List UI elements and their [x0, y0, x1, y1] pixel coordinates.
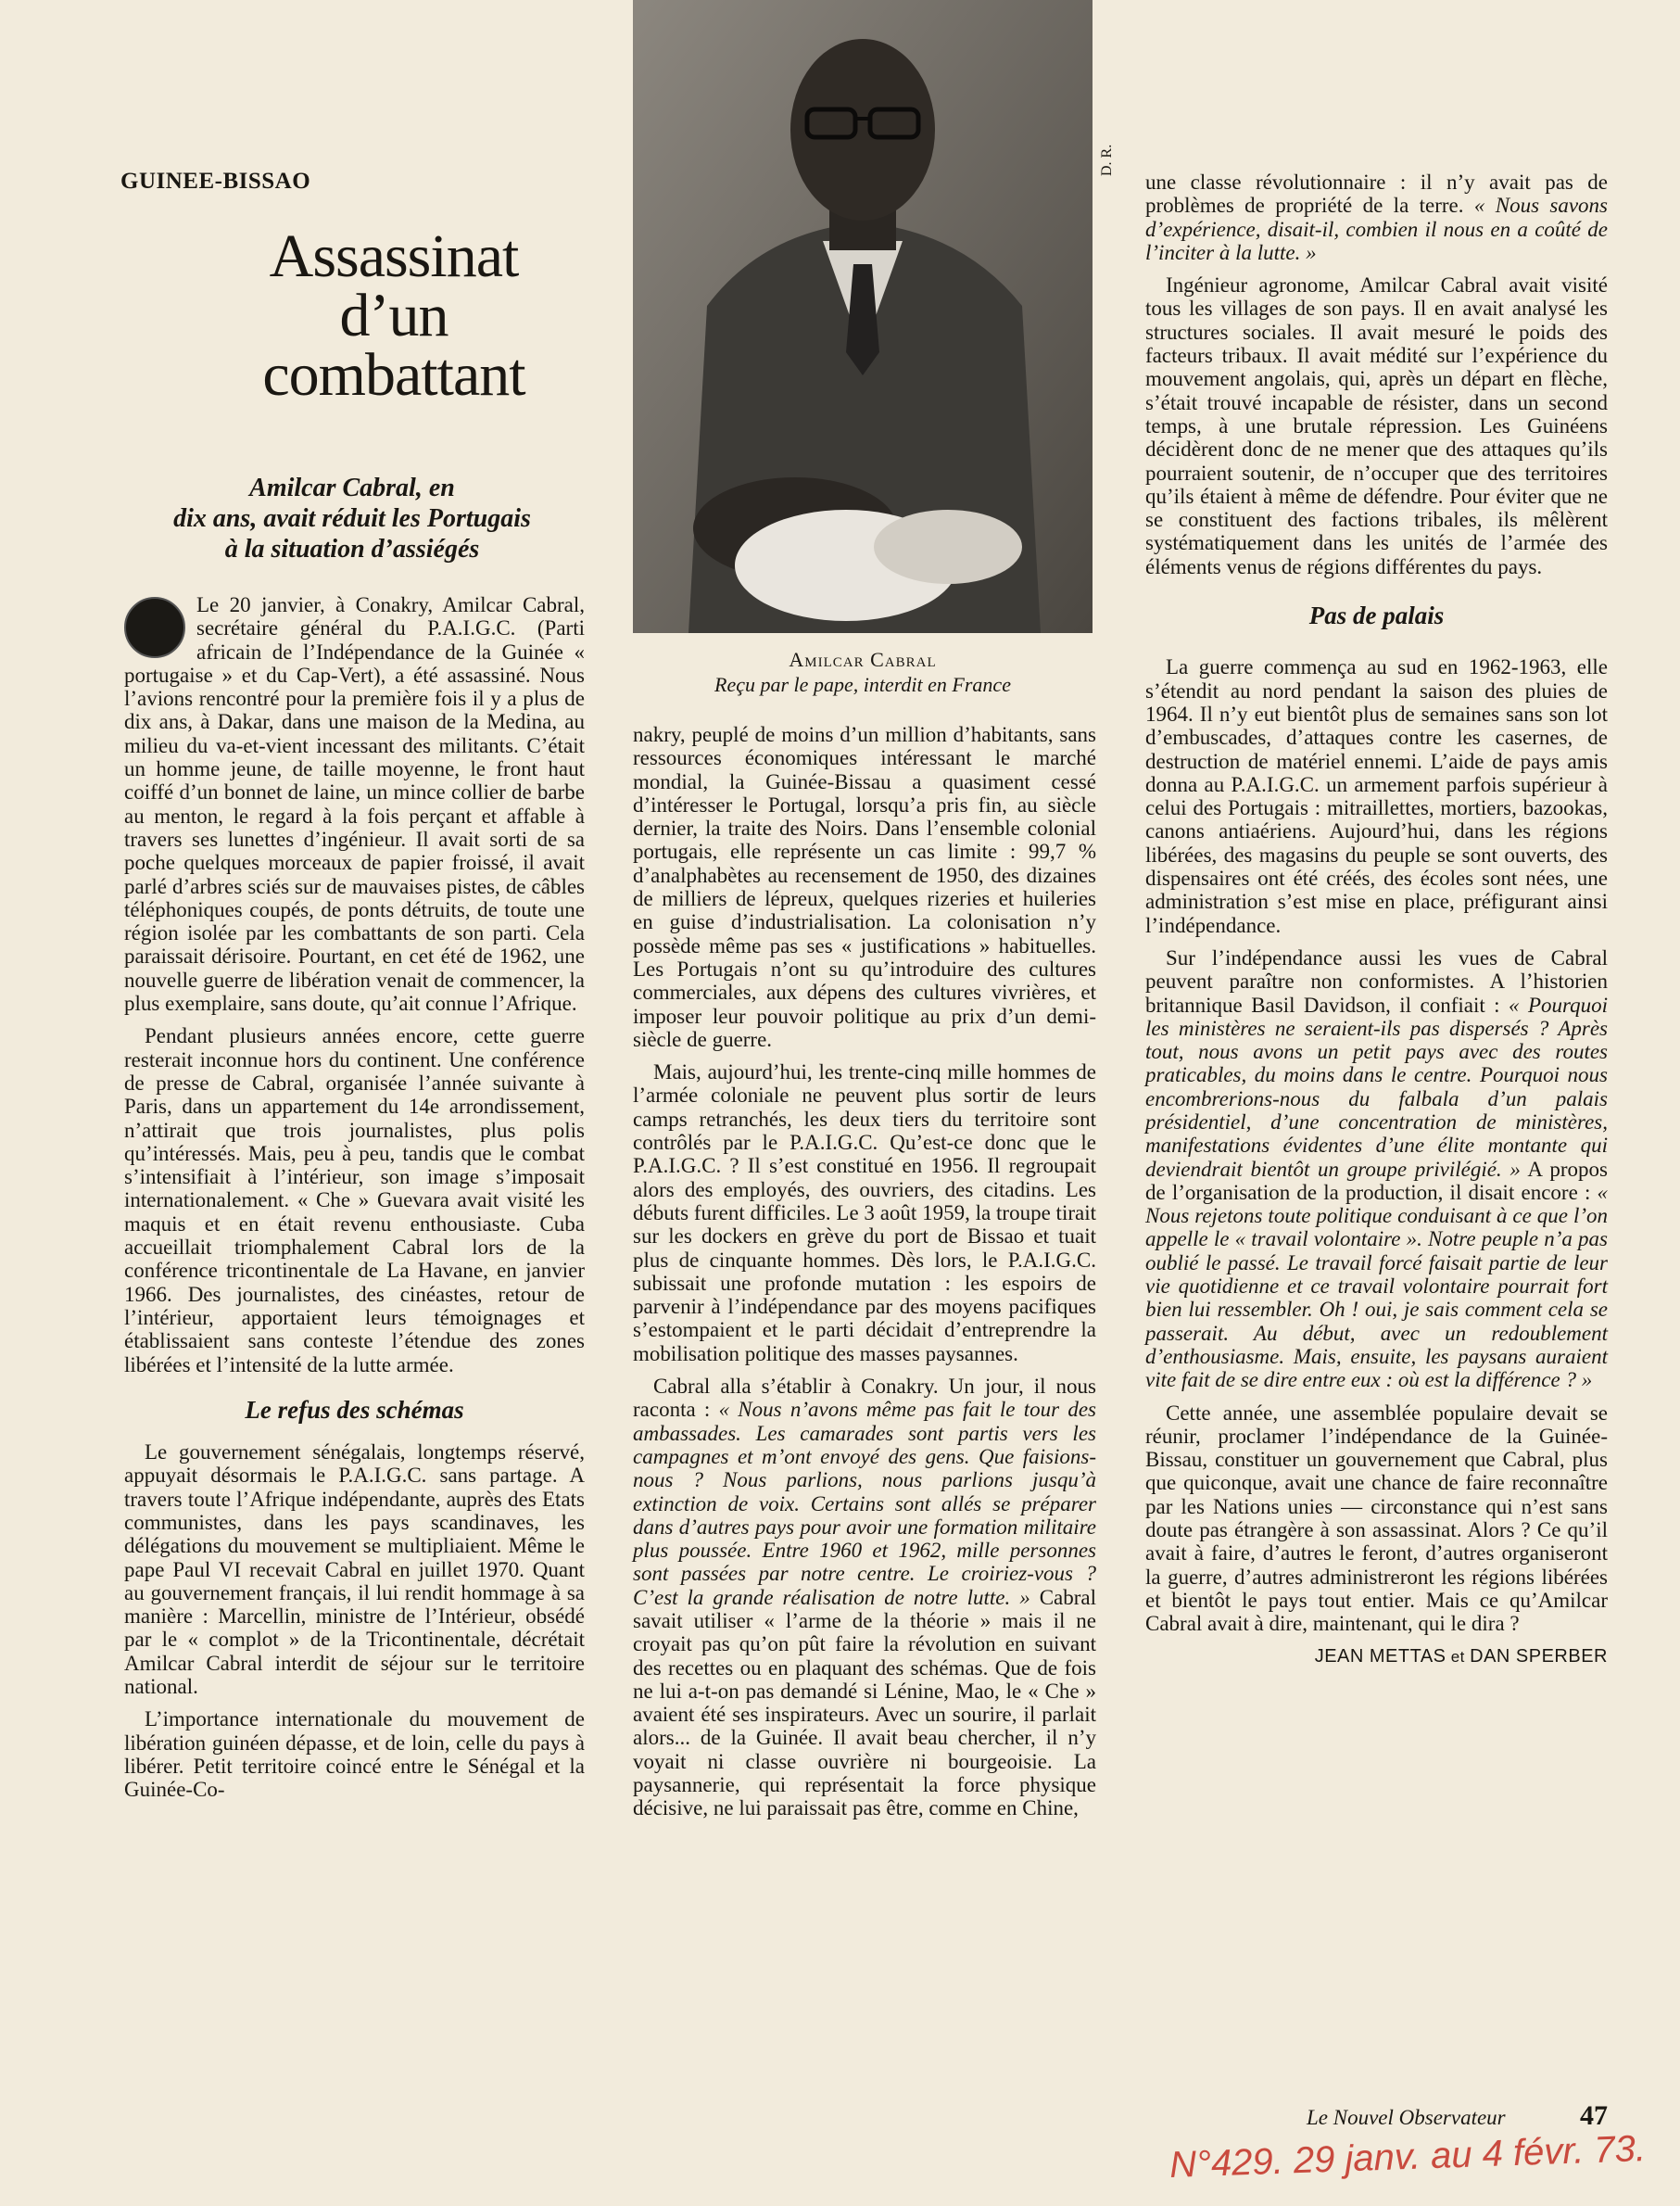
portrait-illustration [633, 0, 1093, 633]
column-3 [1145, 171, 1608, 1668]
col3-paragraph-3: La guerre commença au sud en 1962-1963, elle s’étendit au nord pendant la saison des pluies de 1964. Il n’y eut bientôt plus de semaines sans son lot d’embuscades, d’attaques contre les casernes, de destruction de matériel ennemi. L’aide de pays amis donna au P.A.I.G.C. un armement parfois supérieur à celui des Portugais : mitraillettes, mortiers, bazookas, canons antiaériens. Aujourd’hui, dans les régions libérées, des magasins du peuple se sont ouverts, des dispensaires ont été créés, des écoles sont nées, une administration s’est mise en place, préfigurant ainsi l’indépendance. [1145, 655, 1608, 937]
magazine-name: Le Nouvel Observateur [1307, 2106, 1506, 2129]
photo-credit: D. R. [1099, 144, 1115, 176]
photo-caption [633, 647, 1093, 697]
byline [1145, 1645, 1608, 1668]
subhead-palais: Pas de palais [1308, 602, 1445, 630]
caption-name: Amilcar Cabral [789, 648, 937, 671]
headline-line-1: Assassinat [269, 222, 519, 290]
col1-p1-text: Le 20 janvier, à Conakry, Amilcar Cabral, secrétaire général du P.A.I.G.C. (Parti africain de l’Indépendance de la Guinée « portugaise » et du Cap-Vert), a été assassiné. Nous l’avions rencontré pour la première fois il y a plus de dix ans, à Dakar, dans une maison de la Medina, au milieu du va-et-vient incessant des militants. C’était un homme jeune, de taille moyenne, le front haut coiffé d’un bonnet de laine, un mince collier de barbe au menton, le regard à la fois perçant et affable à travers ses lunettes d’ingénieur. Il avait sorti de sa poche quelques morceaux de papier froissé, il avait parlé d’arbres sciés sur de mauvaises pistes, de câbles téléphoniques coupés, de ponts détruits, de toute une région isolée par les combattants de son parti. Cela paraissait dérisoire. Pourtant, en cet été de 1962, une nouvelle guerre de libération venait de commencer, la plus exemplaire, sans doute, qu’ait connue l’Afrique. [124, 593, 585, 1016]
col1-paragraph-3: Le gouvernement sénégalais, longtemps réservé, appuyait désormais le P.A.I.G.C. sans partage. A travers toute l’Afrique indépendante, auprès des Etats communistes, dans les pays scandinaves, les délégations du mouvement se multipliaient. Même le pape Paul VI recevait Cabral en juillet 1970. Quant au gouvernement français, il lui rendit hommage à sa manière : Marcellin, ministre de l’Intérieur, obsédé par le « complot » de la Tricontinentale, décrétait Amilcar Cabral interdit de séjour sur le territoire national. [124, 1440, 585, 1699]
deck-line-1: Amilcar Cabral, en [249, 474, 455, 502]
deck-line-3: à la situation d’assiégés [224, 535, 480, 564]
section-kicker: GUINEE-BISSAO [120, 169, 311, 194]
author-2: DAN SPERBER [1470, 1645, 1608, 1667]
col3-p4-mid: A propos de l’organisation de la production, il disait encore : [1145, 1157, 1608, 1204]
article-headline [181, 222, 607, 409]
col3-p4-quote-1: « Pourquoi les ministères ne seraient-ils pas dispersés ? Après tout, nous avons un petit pays avec des routes praticables, du moins dans le centre. Pourquoi nous encombrerions-nous du falbala d’un palais présidentiel, d’une concentration de ministères, manifestations évidentes d’une élite montante qui deviendrait bientôt un groupe privilégié. » [1145, 993, 1608, 1181]
col1-paragraph-4: L’importance internationale du mouvement de libération guinéen dépasse, et de loin, celle du pays à libérer. Petit territoire coincé entre le Sénégal et la Guinée-Co- [124, 1707, 585, 1802]
deck-line-2: dix ans, avait réduit les Portugais [173, 504, 531, 533]
subhead-refus: Le refus des schémas [245, 1395, 464, 1424]
col1-paragraph-2: Pendant plusieurs années encore, cette guerre resterait inconnue hors du continent. Une conférence de presse de Cabral, organisée l’année suivante à Paris, dans un appartement du 14e arrondissement, n’attirait que trois journalistes, plus polis qu’intéressés. Mais, peu à peu, tandis que le combat s’intensifiait à l’intérieur, son image s’imposait internationalement. « Che » Guevara avait visité les maquis et en était revenu enthousiaste. Cuba accueillait triomphalement Cabral lors de la conférence tricontinentale de La Havane, en janvier 1966. Des journalistes, des cinéastes, retour de l’intérieur, apportaient leurs témoignages et établissaient sans conteste l’étendue des zones libérées et l’intensité de la lutte armée. [124, 1024, 585, 1376]
caption-text: Reçu par le pape, interdit en France [714, 673, 1011, 696]
col2-p3-rest: Cabral savait utiliser « l’arme de la théorie » mais il ne croyait pas qu’on pût faire la révolution en suivant des recettes ou en plaquant des schémas. Que de fois ne lui a-t-on pas demandé si Lénine, Mao, le « Che » avaient été ses inspirateurs. Avec un sourire, il parlait alors... de la Guinée. Il avait beau chercher, il n’y voyait ni classe ouvrière ni bourgeoisie. La paysannerie, qui représentait la force physique décisive, ne lui paraissait pas être, comme en Chine, [633, 1585, 1096, 1820]
col2-paragraph-1: nakry, peuplé de moins d’un million d’habitants, sans ressources économiques intéressant le marché mondial, la Guinée-Bissau a quasiment cessé d’intéresser le Portugal, lorsqu’a pris fin, au siècle dernier, la traite des Noirs. Dans l’ensemble colonial portugais, elle représente un cas limite : 99,7 % d’analphabètes au recensement de 1950, des dizaines de milliers de lépreux, quelques rizeries et huileries en guise d’industrialisation. La colonisation n’y possède même pas ses « justifications » habituelles. Les Portugais n’ont su qu’introduire des cultures commerciales, aux dépens des cultures vivrières, et imposer leur pouvoir politique au prix d’un demi-siècle de guerre. [633, 723, 1096, 1051]
dropcap-dot [124, 597, 185, 658]
handwritten-issue-note: N°429. 29 janv. au 4 févr. 73. [1168, 2128, 1647, 2186]
column-2 [633, 723, 1096, 1830]
portrait-photo [633, 0, 1093, 633]
col3-paragraph-4 [1145, 946, 1608, 1392]
col3-p4-quote-2: « Nous rejetons toute politique conduisant à ce que l’on appelle le « travail volontaire ». Notre peuple n’a pas oublié le passé. Le travail forcé faisait partie de leur vie quotidienne et ce travail volontaire pourrait fort bien lui ressembler. Oh ! oui, je sais comment cela se passerait. Au début, avec un redoublement d’enthousiasme. Mais, ensuite, les paysans auraient vite fait de se dire entre eux : où est la différence ? » [1145, 1180, 1608, 1392]
column-1 [124, 593, 585, 1811]
page-number: 47 [1580, 2100, 1608, 2131]
col3-paragraph-1 [1145, 171, 1608, 264]
col3-p4-intro: Sur l’indépendance aussi les vues de Cabral peuvent paraître non conformistes. A l’historien britannique Basil Davidson, il confiait : [1145, 945, 1608, 1017]
headline-line-3: combattant [262, 341, 525, 409]
col2-p3-quote: « Nous n’avons même pas fait le tour des ambassades. Les camarades sont partis vers les campagnes et m’ont envoyé des gens. Que faisions-nous ? Nous parlions, nous parlions jusqu’à extinction de voix. Certains sont allés se préparer dans d’autres pays pour avoir une formation militaire plus poussée. Entre 1960 et 1962, mille personnes sont passées par notre centre. Le croiriez-vous ? C’est la grande réalisation de notre lutte. » [633, 1398, 1096, 1609]
author-1: JEAN METTAS [1314, 1645, 1446, 1667]
col2-paragraph-2: Mais, aujourd’hui, les trente-cinq mille hommes de l’armée coloniale ne peuvent plus sortir de leurs camps retranchés, les deux tiers du territoire sont contrôlés par le P.A.I.G.C. Qu’est-ce donc que le P.A.I.G.C. ? Il s’est constitué en 1956. Il regroupait alors des employés, des ouvriers, des citadins. Les débuts furent difficiles. Le 3 août 1959, la troupe tirait sur les dockers en grève du port de Bissao et tuait plus de cinquante hommes. Dès lors, le P.A.I.G.C. subissait une profonde mutation : les espoirs de parvenir à l’indépendance par des moyens pacifiques s’estompaient et le parti décidait d’entreprendre la mobilisation politique des masses paysannes. [633, 1060, 1096, 1365]
col3-p1-text: une classe révolutionnaire : il n’y avait pas de problèmes de propriété de la terre. [1145, 171, 1608, 218]
article-deck [111, 473, 593, 564]
byline-and: et [1446, 1647, 1471, 1666]
col3-p1-quote: « Nous savons d’expérience, disait-il, combien il nous en a coûté de l’inciter à la lutte. » [1145, 194, 1608, 264]
col1-paragraph-1 [124, 593, 585, 1015]
col2-paragraph-3 [633, 1375, 1096, 1820]
col3-paragraph-5: Cette année, une assemblée populaire devait se réunir, proclamer l’indépendance de la Guinée-Bissau, constituer un gouvernement que Cabral, plus que quiconque, avait une chance de faire reconnaître par les Nations unies — circonstance qui n’est sans doute pas étrangère à son assassinat. Alors ? Ce qu’il avait à faire, d’autres le feront, d’autres organiseront la guerre, d’autres administreront les régions libérées et bientôt le pays tout entier. Mais ce qu’Amilcar Cabral avait à dire, maintenant, qui le dira ? [1145, 1401, 1608, 1636]
headline-line-2: d’un [339, 282, 448, 349]
col3-paragraph-2: Ingénieur agronome, Amilcar Cabral avait visité tous les villages de son pays. Il en avait analysé les structures sociales. Il avait mesuré le poids des facteurs tribaux. Il avait médité sur l’expérience du mouvement angolais, qui, après un départ en flèche, s’était trouvé incapable de résister, dans un second temps, à une brutale répression. Les Guinéens décidèrent donc de ne mener que des attaques qu’ils pourraient soutenir, de n’occuper que des territoires qu’ils étaient à même de défendre. Pour éviter que ne se constituent des factions tribales, ils mêlèrent systématiquement dans les unités de l’armée des éléments venus de régions différentes du pays. [1145, 273, 1608, 578]
col2-p3-intro: Cabral alla s’établir à Conakry. Un jour, il nous raconta : [633, 1375, 1096, 1422]
